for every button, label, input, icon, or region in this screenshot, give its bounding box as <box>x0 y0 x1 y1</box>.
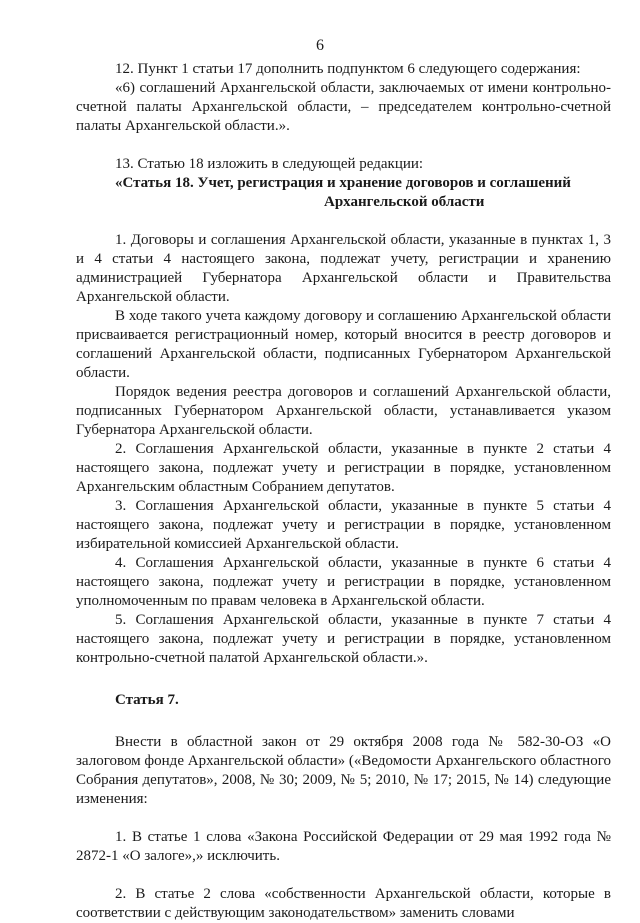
article-7-title: Статья 7. <box>115 692 179 708</box>
article-7-paragraph-2: 2. В статье 2 слова «собственности Архангельской области, которые в соответствии с действующим законодательством» заменить словами <box>76 886 611 921</box>
paragraph-12-intro: 12. Пункт 1 статьи 17 дополнить подпунктом 6 следующего содержания: <box>115 61 581 77</box>
article-18-paragraph-1: 1. Договоры и соглашения Архангельской области, указанные в пунктах 1, 3 и 4 статьи 4 настоящего закона, подлежат учету, регистрации и хранению администрацией Губернатора Архангельской области и Правительства Архангельской области. <box>76 232 611 305</box>
article-18-heading <box>76 174 611 212</box>
article-18-title-line-1: Учет, регистрация и хранение договоров и соглашений <box>197 175 571 191</box>
spacer <box>76 136 611 155</box>
page-number: 6 <box>316 37 324 54</box>
article-18-paragraph-7: 5. Соглашения Архангельской области, указанные в пункте 7 статьи 4 настоящего закона, подлежат учету и регистрации в порядке, установленном контрольно-счетной палатой Архангельской области.». <box>76 612 611 666</box>
article-18-paragraph-5: 3. Соглашения Архангельской области, указанные в пункте 5 статьи 4 настоящего закона, подлежат учету и регистрации в порядке, установленном избирательной комиссией Архангельской области. <box>76 498 611 552</box>
spacer <box>76 866 611 885</box>
spacer <box>76 212 611 231</box>
article-18-label: «Статья 18. <box>115 175 198 191</box>
document-body <box>76 60 611 923</box>
article-18-title <box>197 174 611 212</box>
article-18-paragraph-2: В ходе такого учета каждому договору и соглашению Архангельской области присваивается регистрационный номер, который вносится в реестр договоров и соглашений Архангельской области, подписанных Губернатором Архангельской области. <box>76 308 611 381</box>
article-18-paragraph-4: 2. Соглашения Архангельской области, указанные в пункте 2 статьи 4 настоящего закона, подлежат учету и регистрации в порядке, установленном Архангельским областным Собранием депутатов. <box>76 441 611 495</box>
paragraph-13-intro: 13. Статью 18 изложить в следующей редакции: <box>115 156 424 172</box>
article-7-paragraph-1: 1. В статье 1 слова «Закона Российской Федерации от 29 мая 1992 года № 2872-1 «О залоге»,» исключить. <box>76 829 611 864</box>
spacer <box>76 809 611 828</box>
article-18-title-line-2: Архангельской области <box>324 194 485 210</box>
spacer <box>76 710 611 733</box>
article-7-intro: Внести в областной закон от 29 октября 2008 года № 582-30-ОЗ «О залоговом фонде Архангельской области» («Ведомости Архангельского областного Собрания депутатов», 2008, № 30; 2009, № 5; 2010, № 17; 2015, № 14) следующие изменения: <box>76 734 611 807</box>
article-18-paragraph-3: Порядок ведения реестра договоров и соглашений Архангельской области, подписанных Губернатором Архангельской области, устанавливается указом Губернатора Архангельской области. <box>76 384 611 438</box>
paragraph-12-quote: «6) соглашений Архангельской области, заключаемых от имени контрольно-счетной палаты Архангельской области, – председателем контрольно-счетной палаты Архангельской области.». <box>76 80 611 134</box>
spacer <box>76 668 611 691</box>
article-18-paragraph-6: 4. Соглашения Архангельской области, указанные в пункте 6 статьи 4 настоящего закона, подлежат учету и регистрации в порядке, установленном уполномоченным по правам человека в Архангельской области. <box>76 555 611 609</box>
